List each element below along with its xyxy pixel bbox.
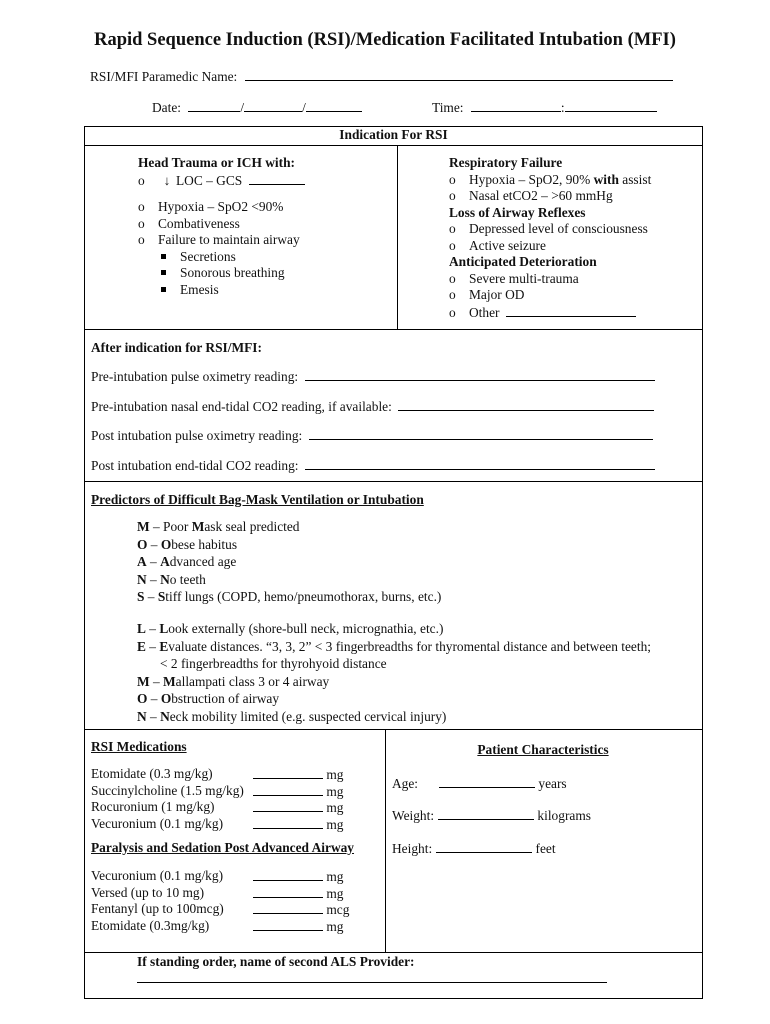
mnemonic-row	[137, 537, 441, 555]
mnemonic-sep: –	[149, 673, 164, 689]
mnemonic-sep: –	[145, 638, 160, 654]
rsi-meds-list	[91, 766, 381, 833]
mnemonic-text: bese habitus	[171, 536, 238, 552]
bullet: o	[449, 287, 456, 302]
mnemonic-text: oor	[170, 519, 192, 534]
mnemonic-letter: M	[137, 673, 150, 689]
mnemonic-row	[137, 589, 441, 607]
bullet: o	[449, 171, 456, 187]
med-row	[91, 816, 381, 833]
post-meds-heading: Paralysis and Sedation Post Advanced Airway	[91, 840, 355, 855]
head-trauma-heading: Head Trauma or ICH with:	[138, 155, 295, 170]
med-name: Vecuronium (0.1 mg/kg)	[91, 868, 224, 883]
post-etco2-row	[91, 457, 655, 474]
date-separator: /	[240, 100, 245, 115]
med-row	[91, 918, 381, 935]
mnemonic-text: ask seal predicted	[204, 519, 300, 534]
bullet: o	[449, 270, 456, 286]
age-field[interactable]	[439, 775, 535, 788]
bullet: o	[138, 215, 145, 231]
weight-unit: kilograms	[537, 808, 591, 823]
pre-spo2-row	[91, 368, 655, 385]
age-row	[392, 775, 567, 792]
mnemonic-letter: N	[160, 571, 170, 587]
dose-field[interactable]	[253, 901, 323, 914]
list-item: Hypoxia – SpO2 <90%	[158, 199, 284, 214]
date-year-field[interactable]	[306, 99, 362, 112]
list-item: Emesis	[180, 281, 219, 297]
mnemonic-sep: –	[146, 708, 161, 724]
mnemonic-sep: –	[147, 691, 161, 706]
list-item: Hypoxia – SpO2, 90%	[469, 171, 594, 187]
dose-unit: mg	[326, 783, 344, 799]
pre-spo2-label: Pre-intubation pulse oximetry reading:	[91, 369, 299, 384]
time-separator: :	[560, 100, 565, 115]
med-row	[91, 901, 381, 918]
date-separator: /	[302, 100, 306, 115]
list-item: Major OD	[469, 287, 525, 302]
dose-field[interactable]	[253, 816, 323, 829]
mnemonic-letter: O	[160, 691, 172, 706]
height-label: Height:	[392, 841, 433, 856]
time-hours-field[interactable]	[471, 99, 561, 112]
mnemonic-row	[137, 639, 651, 657]
deterioration-heading: Anticipated Deterioration	[449, 254, 597, 269]
date-label: Date:	[152, 100, 181, 115]
divider	[85, 952, 702, 953]
mnemonic-letter: S	[137, 589, 145, 604]
date-day-field[interactable]	[244, 99, 302, 112]
form-title: Rapid Sequence Induction (RSI)/Medication Facilitated Intubation (MFI)	[94, 30, 676, 50]
post-meds-list	[91, 868, 381, 935]
square-bullet-icon	[158, 265, 180, 281]
mnemonic-sep: –	[146, 571, 161, 587]
mnemonic-text: dvanced age	[169, 554, 237, 569]
med-row	[91, 885, 381, 902]
post-etco2-field[interactable]	[305, 457, 655, 470]
mnemonic-sep: –	[144, 589, 158, 604]
mnemonic-letter: O	[160, 536, 172, 552]
square-bullet-icon	[158, 249, 180, 265]
mnemonic-text: o teeth	[169, 571, 206, 587]
med-name: Fentanyl (up to 100mcg)	[91, 901, 224, 917]
time-row	[432, 99, 657, 116]
list-item: Depressed level of consciousness	[469, 221, 648, 236]
height-unit: feet	[535, 841, 556, 856]
predictors-heading: Predictors of Difficult Bag-Mask Ventilation or Intubation	[91, 492, 424, 507]
dose-unit: mg	[326, 885, 344, 901]
post-spo2-row	[91, 427, 653, 444]
dose-unit: mg	[326, 767, 344, 782]
dose-field[interactable]	[253, 868, 323, 881]
divider	[85, 729, 702, 730]
bullet: o	[449, 221, 456, 236]
mnemonic-letter: E	[159, 638, 169, 654]
resp-heading: Respiratory Failure	[449, 155, 563, 170]
med-name: Etomidate (0.3mg/kg)	[91, 918, 210, 934]
divider	[85, 145, 702, 146]
weight-row	[392, 807, 591, 824]
list-item: Severe multi-trauma	[469, 270, 579, 286]
moans-list	[137, 519, 441, 607]
list-item: Sonorous breathing	[180, 265, 285, 280]
list-item: Other	[469, 304, 500, 320]
paramedic-name-row	[90, 68, 673, 85]
divider	[397, 145, 398, 329]
patient-heading: Patient Characteristics	[477, 742, 609, 757]
dose-field[interactable]	[253, 885, 323, 898]
med-name: Versed (up to 10 mg)	[91, 884, 205, 900]
airway-heading: Loss of Airway Reflexes	[449, 204, 586, 220]
mnemonic-sep: –	[145, 621, 160, 636]
med-name: Succinylcholine (1.5 mg/kg)	[91, 782, 244, 798]
dose-field[interactable]	[253, 918, 323, 931]
mnemonic-sep: –	[146, 554, 161, 569]
med-row	[91, 868, 381, 885]
med-row	[91, 783, 381, 800]
bullet: o	[449, 237, 456, 253]
mnemonic-row	[137, 554, 441, 572]
med-name: Vecuronium (0.1 mg/kg)	[91, 816, 224, 832]
paramedic-name-field[interactable]	[245, 68, 673, 81]
mnemonic-letter: M	[191, 519, 205, 534]
paramedic-name-label: RSI/MFI Paramedic Name:	[90, 69, 238, 84]
head-trauma-section	[138, 155, 305, 298]
mnemonic-letter: O	[137, 691, 148, 706]
mnemonic-letter: M	[137, 519, 150, 534]
mnemonic-letter: L	[159, 621, 169, 636]
dose-unit: mg	[326, 817, 344, 833]
weight-label: Weight:	[392, 808, 435, 823]
divider	[385, 729, 386, 952]
mnemonic-row	[137, 621, 651, 639]
med-name: Etomidate (0.3 mg/kg)	[91, 766, 213, 781]
bullet: o	[138, 172, 145, 188]
age-unit: years	[538, 776, 567, 791]
date-month-field[interactable]	[188, 99, 240, 112]
standing-order-label: If standing order, name of second ALS Provider:	[137, 954, 415, 969]
mnemonic-letter: E	[137, 638, 146, 654]
pre-spo2-field[interactable]	[305, 368, 655, 381]
bullet: o	[138, 199, 145, 214]
mnemonic-row	[137, 674, 651, 692]
rsi-meds-heading: RSI Medications	[91, 739, 187, 754]
list-item: Secretions	[180, 248, 236, 264]
mnemonic-letter: N	[160, 708, 170, 724]
second-provider-field[interactable]	[137, 970, 607, 983]
post-etco2-label: Post intubation end-tidal CO2 reading:	[91, 458, 299, 473]
dose-field[interactable]	[253, 766, 323, 779]
mnemonic-letter: N	[137, 571, 147, 587]
height-field[interactable]	[436, 840, 532, 853]
pre-etco2-row	[91, 398, 654, 415]
loc-label: LOC – GCS	[176, 172, 243, 188]
time-minutes-field[interactable]	[565, 99, 657, 112]
mnemonic-letter: N	[137, 708, 147, 724]
dose-unit: mg	[326, 919, 344, 935]
mnemonic-text: ook externally (shore-bull neck, micrognathia, etc.)	[168, 621, 444, 636]
post-spo2-label: Post intubation pulse oximetry reading:	[91, 428, 303, 443]
mnemonic-text: eck mobility limited (e.g. suspected cervical injury)	[169, 708, 447, 724]
square-bullet-icon	[158, 282, 180, 298]
dose-unit: mg	[326, 869, 344, 884]
list-item: Nasal etCO2 – >60 mmHg	[469, 188, 613, 203]
list-item: Combativeness	[158, 215, 240, 231]
mnemonic-text: P	[163, 519, 171, 534]
mnemonic-sep: –	[149, 519, 164, 534]
list-item: assist	[618, 171, 652, 187]
height-row	[392, 840, 556, 857]
lemon-list	[137, 621, 651, 726]
med-row	[91, 799, 381, 816]
weight-field[interactable]	[438, 807, 534, 820]
dose-unit: mcg	[326, 902, 350, 918]
mnemonic-letter: L	[137, 621, 146, 636]
med-row	[91, 766, 381, 783]
mnemonic-text: valuate distances. “3, 3, 2” < 3 fingerbreadths for thyromental distance and between teeth;	[168, 638, 652, 654]
respiratory-section	[449, 155, 651, 320]
mnemonic-letter: S	[157, 589, 166, 604]
loc-item	[138, 172, 305, 189]
pre-etco2-label: Pre-intubation nasal end-tidal CO2 reading, if available:	[91, 399, 392, 414]
mnemonic-row	[137, 572, 441, 590]
mnemonic-sep: –	[147, 536, 161, 552]
mnemonic-text: allampati class 3 or 4 airway	[175, 673, 330, 689]
after-heading: After indication for RSI/MFI:	[91, 340, 262, 355]
divider	[85, 329, 702, 330]
bullet: o	[138, 232, 145, 247]
gcs-field[interactable]	[249, 172, 305, 185]
mnemonic-text: bstruction of airway	[171, 691, 280, 706]
dose-field[interactable]	[253, 783, 323, 796]
age-label: Age:	[392, 776, 419, 791]
post-spo2-field[interactable]	[309, 427, 653, 440]
indication-title: Indication For RSI	[339, 127, 448, 142]
list-item: Active seizure	[469, 237, 546, 253]
mnemonic-row	[137, 709, 651, 727]
bullet: o	[449, 304, 456, 320]
mnemonic-text: tiff lungs (COPD, hemo/pneumothorax, burns, etc.)	[165, 589, 442, 604]
mnemonic-letter: A	[160, 554, 170, 569]
mnemonic-row	[137, 691, 651, 709]
other-field[interactable]	[506, 304, 636, 317]
time-label: Time:	[432, 100, 464, 115]
mnemonic-row	[137, 656, 651, 674]
down-arrow-icon: ↓	[163, 172, 171, 188]
mnemonic-letter: O	[137, 536, 148, 552]
mnemonic-text: < 2 fingerbreadths for thyrohyoid distance	[160, 656, 387, 671]
med-name: Rocuronium (1 mg/kg)	[91, 799, 215, 815]
mnemonic-letter: M	[163, 673, 176, 689]
mnemonic-row	[137, 519, 441, 537]
list-item-emphasis: with	[593, 171, 619, 187]
dose-field[interactable]	[253, 799, 323, 812]
bullet: o	[449, 188, 456, 203]
mnemonic-letter: A	[137, 554, 147, 569]
divider	[85, 481, 702, 482]
list-item: Failure to maintain airway	[158, 232, 300, 247]
date-row	[152, 99, 362, 116]
dose-unit: mg	[326, 800, 344, 816]
pre-etco2-field[interactable]	[398, 398, 654, 411]
